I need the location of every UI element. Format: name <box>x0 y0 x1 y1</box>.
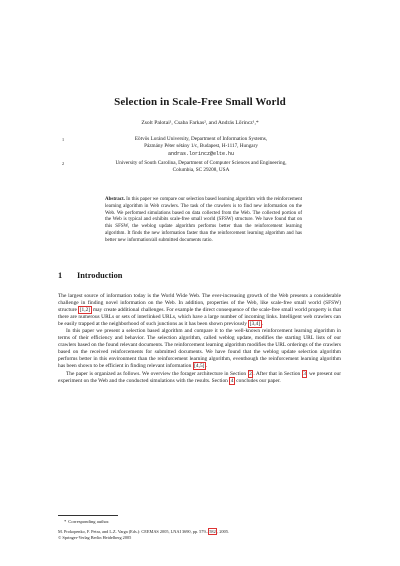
footnote <box>58 519 341 525</box>
text-run: . <box>261 321 263 328</box>
text-run: concludes our paper. <box>234 377 281 384</box>
body-text <box>58 293 341 385</box>
section-link[interactable]: 2 <box>249 370 252 377</box>
text-run: we present our experiment on the Web and the conducted simulations with the results. Section <box>58 370 342 384</box>
footnote-marker: * <box>64 519 67 524</box>
paragraph <box>58 293 341 328</box>
text-run: . After that in Section <box>253 370 302 377</box>
text-run: The paper is organized as follows. We overview the forager architecture in Section <box>66 370 248 377</box>
section-link[interactable]: 4 <box>230 377 234 384</box>
section-title: Introduction <box>77 271 123 280</box>
affiliation-line: Eötvös Loránd University, Department of Information Systems, <box>134 136 268 142</box>
affiliation-number: 2 <box>62 161 65 166</box>
section-link[interactable]: 3 <box>303 370 306 377</box>
text-run: . <box>205 363 208 370</box>
text-run: M. Prokopenko, F. Petra, and L.Z. Varga (Eds.): CEEMAS 2005, LNAI 3690, pp. 579– <box>58 529 208 534</box>
affiliation-line: Pázmány Péter sétány 1/c, Budapest, H-1117, Hungary <box>144 143 258 150</box>
affiliation-2 <box>62 160 332 175</box>
text-run: In this paper we present a selection based algorithm and compare it to the well-known reinforcement learning algorithm in terms of their efficiency and behavior. The selection algorithm, called weblog update, modifies the starting URL lists of our crawlers based on the found relevant documents. The reinforcement learning algorithm modifies the URL orderings of the crawlers based on the received reinforcements for submitted documents. We have found that the weblog update selection algorithm performs better in this environment than the reinforcement learning algorithm, eventhough the reinforcement learning algorithm has been shown to be efficient in finding relevant information <box>58 328 341 370</box>
footnote-rule <box>58 515 118 516</box>
text-run: , 2005. <box>217 529 230 534</box>
copyright-line: © Springer-Verlag Berlin Heidelberg 2005 <box>58 534 132 540</box>
abstract-text: In this paper we compare our selection based learning algorithm with the reinforcement learning algorithm in Web crawlers. The task of the crawlers is to find new information on the Web. We performed simulations based on data collected from the Web. The collected portion of the Web is typical and exhibits scale-free small world (SFSW) structure. We have found that on this SFSW, the weblog update algorithm performs better than the reinforcement learning algorithm. It finds the new information faster than the reinforcement learning algorithm and has better new information/all submitted documents ratio. <box>105 197 303 243</box>
abstract <box>105 197 302 244</box>
publication-info <box>58 529 341 540</box>
citation-link[interactable]: [1,2] <box>79 307 91 314</box>
affiliation-number: 1 <box>62 137 65 142</box>
affiliation-line: University of South Carolina, Department of Computer Sciences and Engineering, <box>115 160 287 166</box>
citation-link[interactable]: [4,5] <box>194 363 205 370</box>
section-number: 1 <box>58 271 63 280</box>
author-list: Zsolt Palotai¹, Csaba Farkas², and András Lőrincz¹,* <box>141 120 259 126</box>
section-heading <box>58 271 122 280</box>
affiliation-line: Columbia, SC 29208, USA <box>172 167 230 174</box>
affiliation-1 <box>62 136 332 158</box>
page-link[interactable]: 582 <box>209 529 216 534</box>
paragraph <box>58 328 341 370</box>
footnote-text: Corresponding author. <box>68 519 110 524</box>
paragraph <box>58 371 341 385</box>
paper-title: Selection in Scale-Free Small World <box>114 96 286 108</box>
text-run: may create additional challenges. For example the direct consequence of the scale-free small world property is that there are numerous URLs or sets of interlinked URLs, which have a large number of incoming links. Intelligent web crawlers can be easily trapped at the neighborhood of such junctions as it has been shown previously <box>58 307 341 328</box>
text-run: The largest source of information today is the World Wide Web. The ever-increasing growth of the Web presents a considerable challenge in finding novel information on the Web. In addition, properties of the Web, like scale-free small world (SFSW) structure <box>58 293 341 314</box>
abstract-label: Abstract. <box>105 197 125 202</box>
author-email: andras.lorincz@elte.hu <box>167 150 234 157</box>
citation-link[interactable]: [3,4] <box>249 321 261 328</box>
